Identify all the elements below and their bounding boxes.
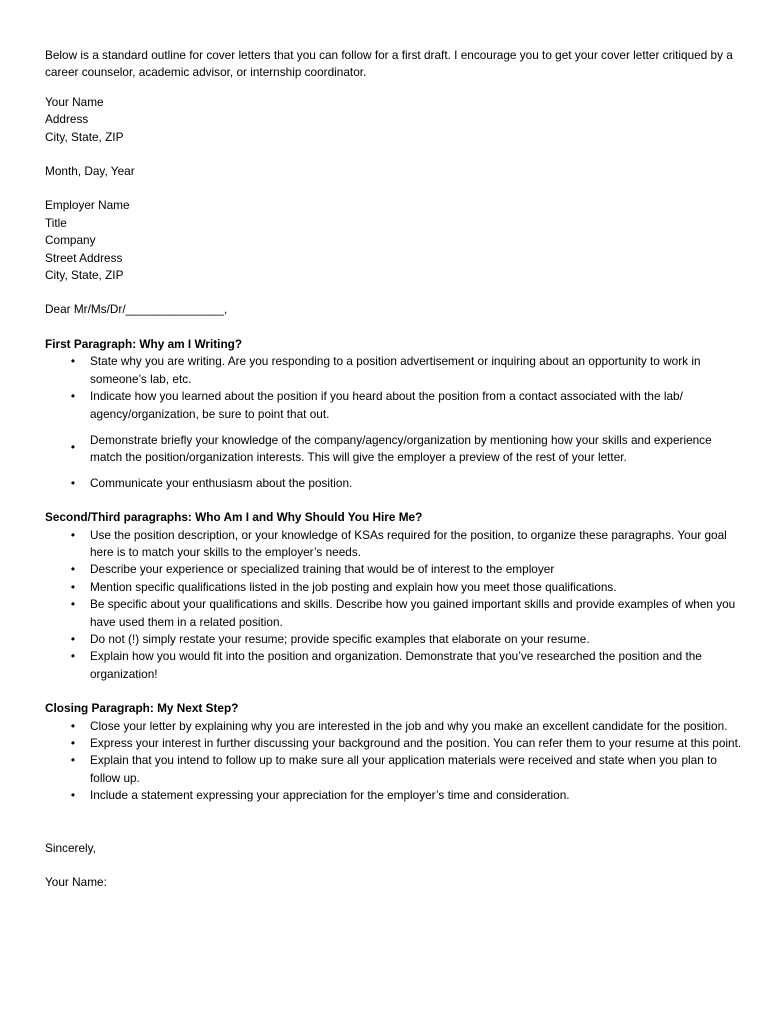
list-item	[45, 631, 745, 648]
section-heading: First Paragraph: Why am I Writing?	[45, 336, 243, 351]
list-item	[45, 596, 745, 631]
list-item-text: Use the position description, or your knowledge of KSAs required for the position, to organize these paragraphs. Your goal here is to match your skills to the employer’s needs.	[90, 527, 727, 559]
list-item	[45, 475, 745, 492]
bullet-icon: •	[70, 718, 76, 733]
salutation: Dear Mr/Ms/Dr/_______________,	[45, 302, 228, 317]
employer-street: Street Address	[45, 250, 123, 265]
bullet-list	[45, 527, 745, 684]
bullet-icon: •	[70, 527, 76, 542]
bullet-icon: •	[70, 788, 76, 803]
list-item-text: Explain that you intend to follow up to make sure all your application materials were received and state when you plan to follow up.	[90, 753, 717, 785]
list-item	[45, 787, 745, 804]
closing-line: Sincerely,	[45, 840, 96, 855]
section-second-third-paragraphs	[45, 509, 745, 683]
bullet-icon: •	[70, 389, 76, 404]
employer-name: Employer Name	[45, 198, 130, 213]
employer-city: City, State, ZIP	[45, 268, 124, 283]
list-item	[45, 735, 745, 752]
list-item-text: Express your interest in further discussing your background and the position. You can refer them to your resume at this point.	[90, 736, 742, 750]
sender-city: City, State, ZIP	[45, 129, 124, 144]
section-closing-paragraph	[45, 700, 745, 804]
list-item	[45, 752, 745, 787]
employer-title: Title	[45, 215, 67, 230]
bullet-icon: •	[70, 649, 76, 664]
list-item-text: Describe your experience or specialized training that would be of interest to the employer	[90, 562, 555, 577]
list-item	[45, 579, 745, 596]
list-item	[45, 353, 745, 388]
list-item	[45, 527, 745, 562]
section-heading: Closing Paragraph: My Next Step?	[45, 701, 239, 716]
list-item-text: Include a statement expressing your appreciation for the employer’s time and consideration.	[90, 788, 570, 803]
bullet-icon: •	[70, 579, 76, 594]
bullet-icon: •	[70, 475, 76, 490]
sender-address-block	[45, 94, 745, 146]
letter-date: Month, Day, Year	[45, 164, 135, 179]
list-item-text: State why you are writing. Are you responding to a position advertisement or inquiring about an opportunity to work in someone’s lab, etc.	[90, 354, 701, 386]
bullet-icon: •	[70, 736, 76, 750]
bullet-icon: •	[70, 354, 76, 369]
signature-line: Your Name:	[45, 875, 107, 890]
list-item-text: Mention specific qualifications listed in the job posting and explain how you meet those qualifications.	[90, 579, 617, 594]
list-item-text: Demonstrate briefly your knowledge of the company/agency/organization by mentioning how your skills and experience match the position/organization interests. This will give the employer a preview of the rest of your letter.	[90, 432, 712, 465]
list-item	[45, 718, 745, 735]
list-item	[45, 432, 745, 467]
list-item-text: Explain how you would fit into the position and organization. Demonstrate that you’ve researched the position and the organization!	[90, 649, 702, 681]
cover-letter-outline-page	[45, 47, 745, 891]
employer-company: Company	[45, 233, 96, 248]
list-item-text: Communicate your enthusiasm about the position.	[90, 475, 353, 490]
sender-address: Address	[45, 112, 89, 127]
list-item-text: Indicate how you learned about the position if you heard about the position from a contact associated with the lab/ agency/organization, be sure to point that out.	[90, 389, 683, 421]
bullet-icon: •	[70, 439, 76, 454]
list-item	[45, 648, 745, 683]
bullet-icon: •	[70, 597, 76, 612]
section-first-paragraph	[45, 336, 745, 492]
bullet-list	[45, 353, 745, 492]
list-item	[45, 561, 745, 578]
bullet-icon: •	[70, 631, 76, 646]
list-item-text: Do not (!) simply restate your resume; provide specific examples that elaborate on your resume.	[90, 631, 590, 646]
intro-paragraph: Below is a standard outline for cover letters that you can follow for a first draft. I encourage you to get your cover letter critiqued by a career counselor, academic advisor, or internship coordinator.	[45, 48, 733, 80]
list-item-text: Close your letter by explaining why you are interested in the job and why you make an excellent candidate for the position.	[90, 718, 728, 733]
list-item-text: Be specific about your qualifications and skills. Describe how you gained important skills and provide examples of when you have used them in a related position.	[90, 597, 736, 629]
section-heading: Second/Third paragraphs: Who Am I and Why Should You Hire Me?	[45, 510, 423, 525]
sender-name: Your Name	[45, 94, 104, 109]
bullet-icon: •	[70, 562, 76, 577]
bullet-list	[45, 718, 745, 805]
list-item	[45, 388, 745, 423]
bullet-icon: •	[70, 753, 76, 768]
employer-address-block	[45, 197, 745, 284]
